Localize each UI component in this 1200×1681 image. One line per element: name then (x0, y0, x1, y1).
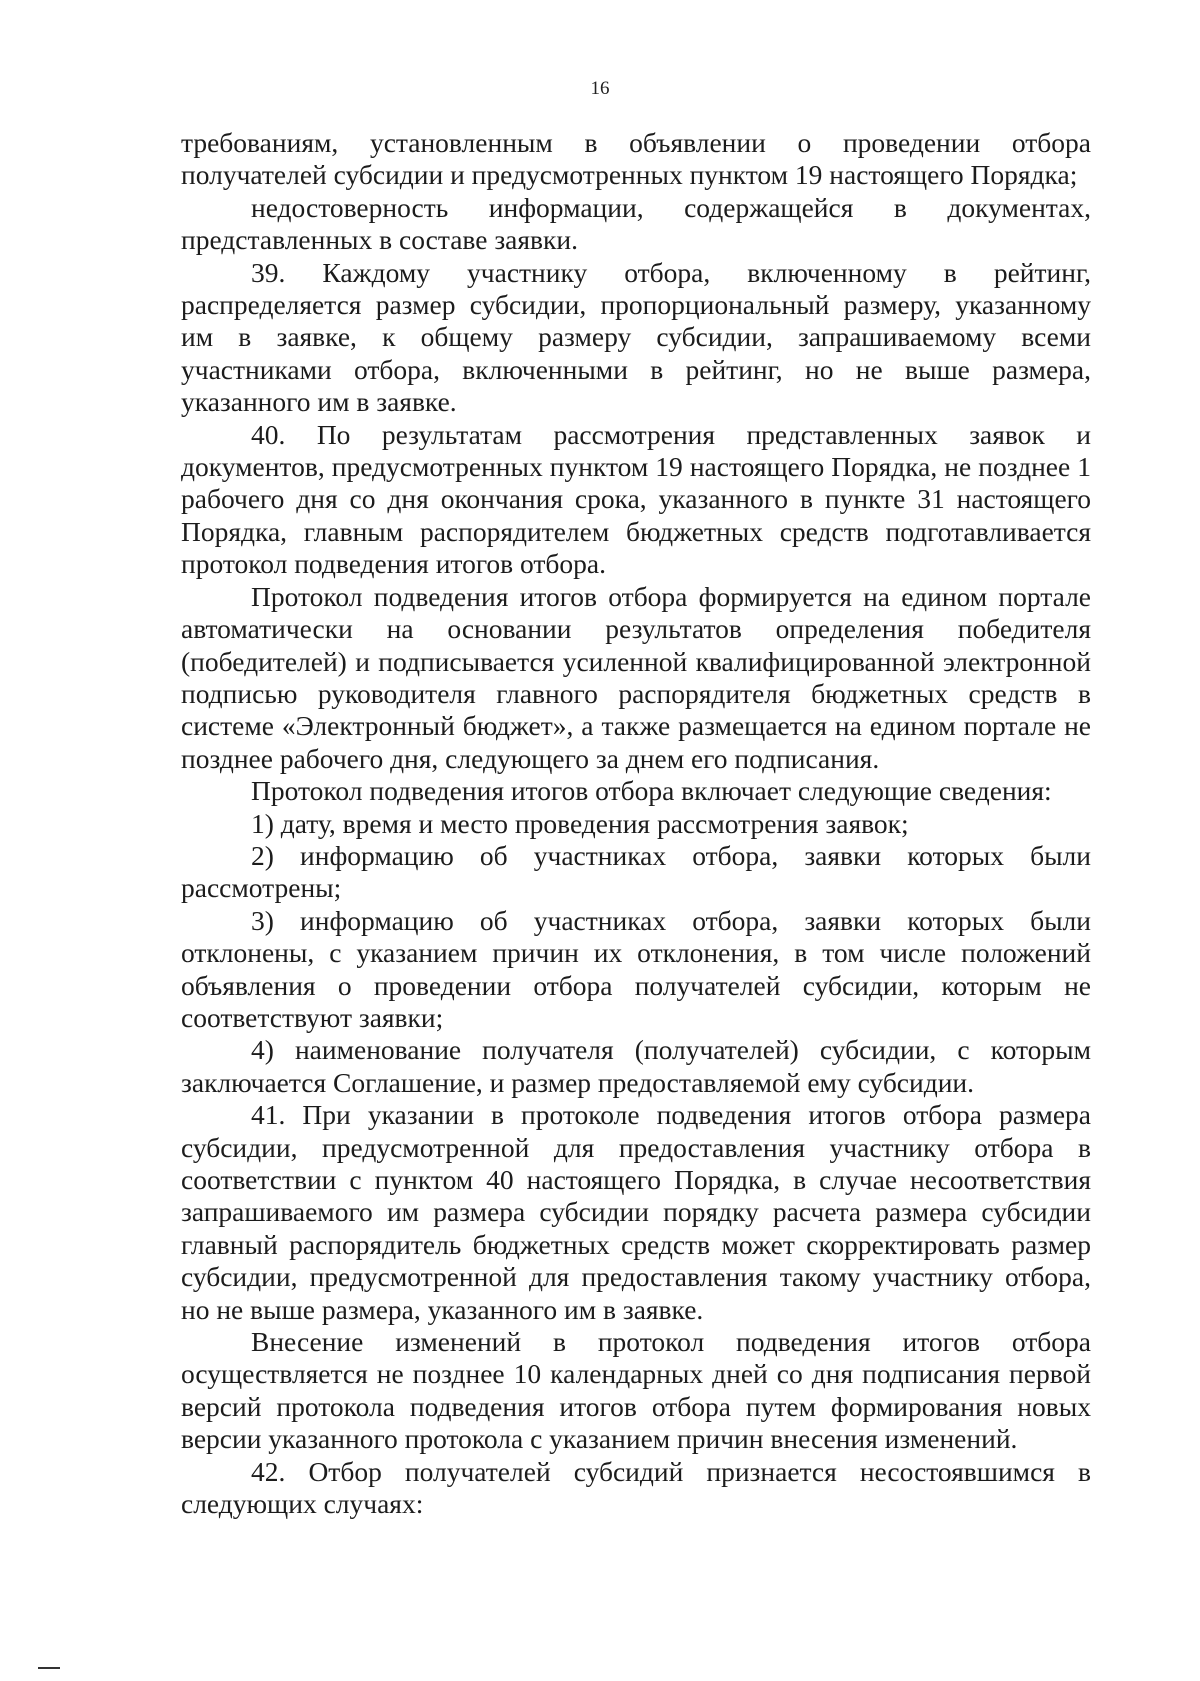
paragraph: недостоверность информации, содержащейся в документах, представленных в составе заявки. (181, 191, 1091, 256)
paragraph-item-40: 40. По результатам рассмотрения представленных заявок и документов, предусмотренных пунктом 19 настоящего Порядка, не позднее 1 рабочего дня со дня окончания срока, указанного в пункте 31 настоящего Порядка, главным распорядителем бюджетных средств подготавливается протокол подведения итогов отбора. (181, 418, 1091, 580)
paragraph-item-39: 39. Каждому участнику отбора, включенному в рейтинг, распределяется размер субсидии, пропорциональный размеру, указанному им в заявке, к общему размеру субсидии, запрашиваемому всеми участниками отбора, включенными в рейтинг, но не выше размера, указанного им в заявке. (181, 256, 1091, 418)
list-item: 2) информацию об участниках отбора, заявки которых были рассмотрены; (181, 839, 1091, 904)
paragraph-item-41: 41. При указании в протоколе подведения итогов отбора размера субсидии, предусмотренной для предоставления участнику отбора в соответствии с пунктом 40 настоящего Порядка, в случае несоответствия запрашиваемого им размера субсидии порядку расчета размера субсидии главный распорядитель бюджетных средств может скорректировать размер субсидии, предусмотренной для предоставления такому участнику отбора, но не выше размера, указанного им в заявке. (181, 1099, 1091, 1325)
document-body (181, 127, 1091, 1520)
list-item: 1) дату, время и место проведения рассмотрения заявок; (251, 807, 909, 839)
paragraph: Протокол подведения итогов отбора включает следующие сведения: (251, 775, 1052, 807)
paragraph: требованиям, установленным в объявлении о проведении отбора получателей субсидии и предусмотренных пунктом 19 настоящего Порядка; (181, 127, 1091, 191)
margin-mark (38, 1667, 60, 1669)
paragraph-item-42: 42. Отбор получателей субсидий признается несостоявшимся в следующих случаях: (181, 1455, 1091, 1520)
paragraph: Протокол подведения итогов отбора формируется на едином портале автоматически на основании результатов определения победителя (победителей) и подписывается усиленной квалифицированной электронной подписью руководителя главного распорядителя бюджетных средств в системе «Электронный бюджет», а также размещается на едином портале не позднее рабочего дня, следующего за днем его подписания. (181, 580, 1091, 774)
list-item: 4) наименование получателя (получателей) субсидии, с которым заключается Соглашение, и размер предоставляемой ему субсидии. (181, 1034, 1091, 1098)
paragraph: Внесение изменений в протокол подведения итогов отбора осуществляется не позднее 10 календарных дней со дня подписания первой версий протокола подведения итогов отбора путем формирования новых версии указанного протокола с указанием причин внесения изменений. (181, 1326, 1091, 1455)
page-number: 16 (590, 78, 610, 99)
list-item: 3) информацию об участниках отбора, заявки которых были отклонены, с указанием причин их отклонения, в том числе положений объявления о проведении отбора получателей субсидии, которым не соответствуют заявки; (181, 904, 1091, 1033)
